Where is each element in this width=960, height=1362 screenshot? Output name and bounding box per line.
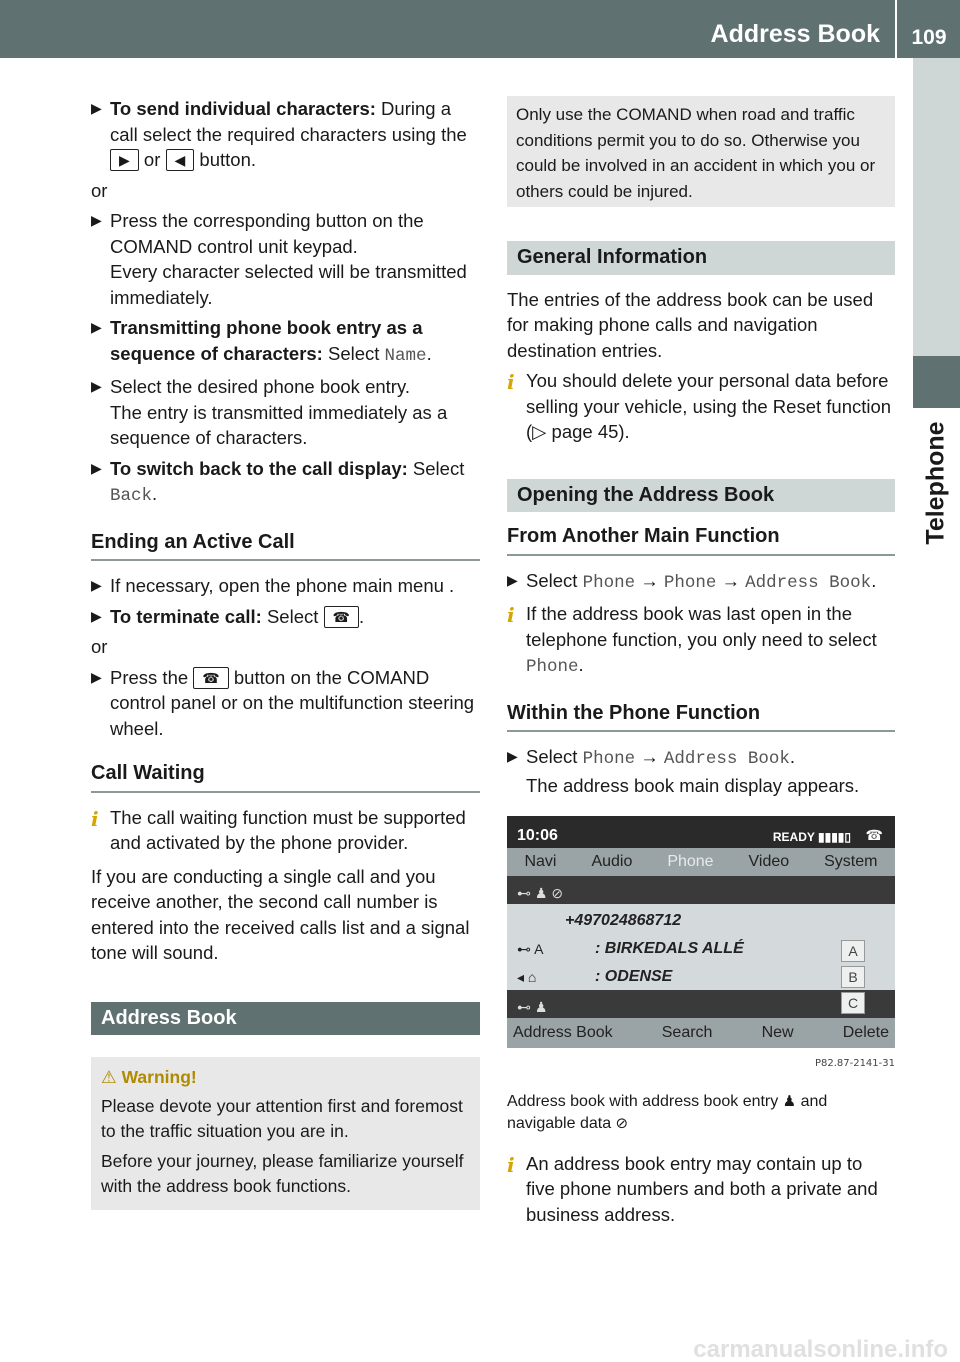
screen-status-bar [507, 816, 895, 848]
screen-entry-icons: ⊷ A [517, 941, 544, 957]
phone-icon: ☎ [865, 827, 883, 843]
screen-ready-status: READY ▮▮▮▮▯ [772, 830, 851, 844]
screen-list-row [507, 876, 895, 904]
screen-list-row [507, 990, 895, 1018]
screen-phone-number: +497024868712 [565, 912, 682, 929]
hang-up-key-icon: ☎ [193, 667, 228, 689]
info-call-waiting: i The call waiting function must be supported and activated by the phone provider. [91, 806, 466, 853]
screen-entry-list [507, 876, 895, 1018]
step-terminate-call: ▶ To terminate call: Select ☎ . [91, 604, 480, 630]
page-number: 109 [911, 26, 947, 49]
navigable-data-icon: ⊘ [615, 1114, 629, 1132]
screen-main-menu [507, 848, 895, 876]
step-arrow-icon: ▶ [91, 319, 102, 335]
step-within-phone: ▶ Select Phone → Address Book. The address book main display appears. [507, 746, 860, 796]
step-arrow-icon: ▶ [91, 212, 102, 228]
info-icon: i [91, 806, 99, 831]
person-icon: ♟ [782, 1092, 797, 1110]
warning-triangle-icon: ⚠ [101, 1067, 122, 1087]
screen-city: : ODENSE [595, 968, 673, 985]
screen-softkey-address-book: Address Book [513, 1024, 613, 1042]
screen-menu-audio: Audio [591, 853, 633, 871]
info-entry-capacity: i An address book entry may contain up to five phone numbers and both a private and business address. [507, 1152, 878, 1225]
header-separator [895, 0, 897, 58]
step-arrow-icon: ▶ [507, 748, 518, 764]
info-icon: i [507, 370, 515, 394]
screen-entry-icons: ◂ ⌂ [517, 969, 537, 985]
step-arrow-icon: ▶ [91, 577, 102, 593]
step-send-characters: ▶ To send individual characters: During a call select the required characters using the ▶ or ◀ button. [91, 98, 467, 170]
step-arrow-icon: ▶ [91, 378, 102, 394]
step-select-entry: ▶ Select the desired phone book entry. The entry is transmitted immediately as a sequence of characters. [91, 376, 448, 448]
screen-entry-icons: ⊷ ♟ [517, 999, 548, 1015]
hang-up-key-icon: ☎ [324, 606, 359, 628]
side-tab-background [913, 58, 960, 356]
screen-list-row [507, 960, 895, 988]
screen-alpha-c: C [841, 992, 865, 1014]
screen-entry-icons: ⊷ ♟ ⊘ [517, 885, 564, 901]
right-arrow-key-icon: ▶ [110, 149, 139, 171]
screen-alpha-a: A [841, 940, 865, 962]
screen-softkey-new: New [761, 1024, 794, 1042]
or-text: or [91, 636, 108, 657]
or-text: or [91, 179, 108, 201]
warning-title: ⚠ Warning! [101, 1067, 197, 1087]
heading-from-another: From Another Main Function [507, 524, 895, 556]
step-arrow-icon: ▶ [91, 607, 102, 624]
watermark: carmanualsonline.info [693, 1336, 948, 1362]
step-transmit-entry: ▶ Transmitting phone book entry as a sequence of characters: Select Name. [91, 317, 432, 366]
figure-caption: Address book with address book entry ♟ and navigable data ⊘ [507, 1091, 895, 1135]
heading-within-phone: Within the Phone Function [507, 701, 895, 733]
section-bar-address-book: Address Book [91, 1002, 480, 1036]
step-arrow-icon: ▶ [507, 571, 518, 588]
side-tab-label: Telephone [921, 421, 950, 545]
figure-id: P82.87-2141-31 [814, 1058, 895, 1069]
screen-list-row [507, 932, 895, 960]
screen-menu-phone: Phone [667, 853, 714, 871]
screen-street: : BIRKEDALS ALLÉ [595, 940, 744, 957]
screen-menu-video: Video [748, 853, 790, 871]
section-bar-opening: Opening the Address Book [507, 479, 895, 513]
section-bar-general: General Information [507, 241, 895, 275]
step-arrow-icon: ▶ [91, 459, 102, 476]
screen-menu-navi: Navi [524, 853, 557, 871]
info-last-open: i If the address book was last open in the telephone function, you only need to select Phone. [507, 603, 877, 677]
screen-alpha-b: B [841, 966, 865, 988]
step-open-menu: ▶ If necessary, open the phone main menu . [91, 573, 480, 599]
page-header-title: Address Book [710, 20, 880, 48]
screen-softkey-search: Search [661, 1024, 713, 1042]
info-delete-data: i You should delete your personal data before selling your vehicle, using the Reset function (▷ page 45). [507, 370, 892, 442]
heading-call-waiting: Call Waiting [91, 761, 480, 793]
safety-notice: Only use the COMAND when road and traffic conditions permit you to do so. Otherwise you could be involved in an accident in which you or others could be injured. [507, 96, 895, 207]
screen-softkey-bar [507, 1018, 895, 1048]
warning-box: ⚠ Warning! Please devote your attention first and foremost to the traffic situation you are in. Before your journey, please familiarize yourself with the address book functions. [91, 1057, 480, 1210]
right-column [507, 96, 895, 1235]
step-select-phone-address-book: ▶ Select Phone → Phone → Address Book. [507, 569, 877, 593]
info-icon: i [507, 1152, 515, 1177]
left-column [91, 96, 480, 1210]
side-tab-marker [913, 356, 960, 408]
heading-ending-call: Ending an Active Call [91, 530, 480, 562]
step-press-end-button: ▶ Press the ☎ button on the COMAND control panel or on the multifunction steering wheel. [91, 666, 475, 739]
step-arrow-icon: ▶ [91, 668, 102, 685]
info-icon: i [507, 603, 515, 627]
step-arrow-icon: ▶ [91, 100, 102, 116]
comand-screen-figure [507, 816, 895, 1048]
screen-softkey-delete: Delete [842, 1024, 889, 1042]
screen-menu-system: System [824, 853, 878, 871]
screen-list-row [507, 904, 895, 932]
step-press-keypad: ▶ Press the corresponding button on the COMAND control unit keypad. Every character selected will be transmitted immediately. [91, 210, 467, 308]
call-waiting-text: If you are conducting a single call and you receive another, the second call number is entered into the received calls list and a signal tone will sound. [91, 865, 470, 963]
step-switch-back: ▶ To switch back to the call display: Select Back. [91, 457, 465, 506]
left-arrow-key-icon: ◀ [166, 149, 195, 171]
general-text: The entries of the address book can be used for making phone calls and navigation destination entries. [507, 288, 874, 361]
screen-time: 10:06 [517, 827, 558, 844]
